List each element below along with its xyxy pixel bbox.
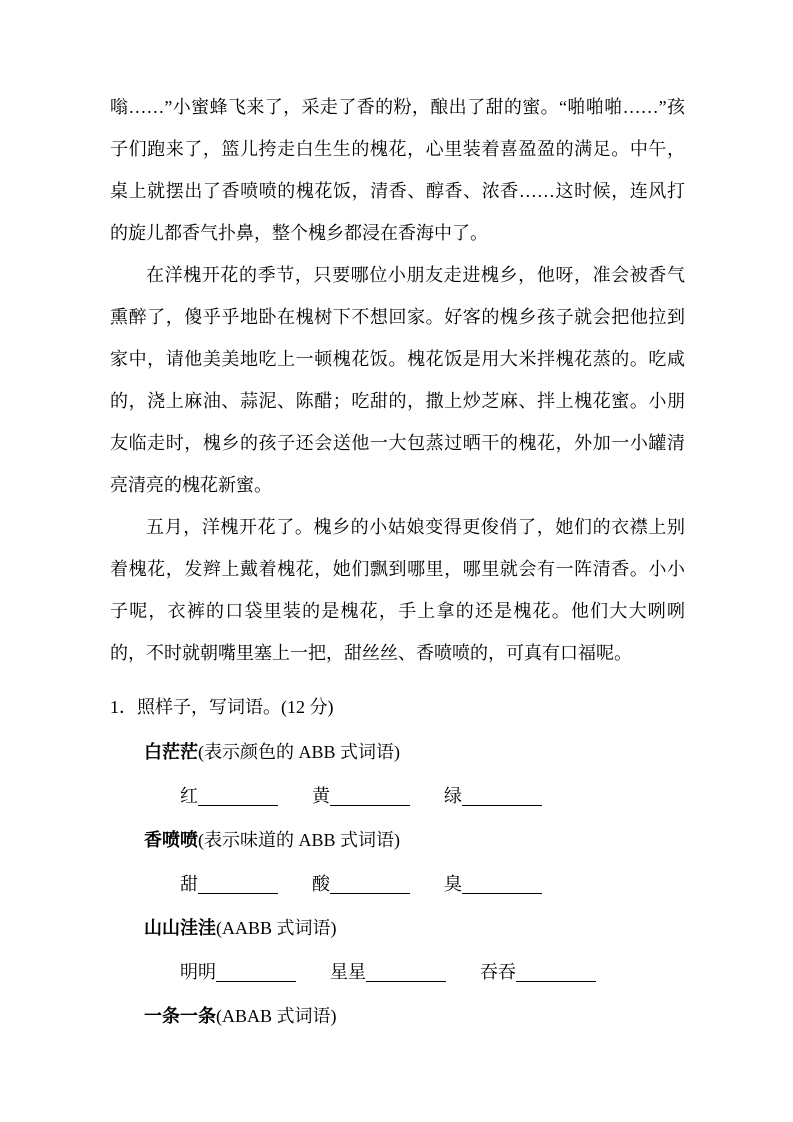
answer-blank	[198, 805, 278, 806]
answer-blank	[330, 893, 410, 894]
word-prompt	[180, 962, 296, 982]
answer-blank	[330, 805, 410, 806]
answer-blank	[462, 805, 542, 806]
answer-blank	[366, 981, 446, 982]
prompt-label: 星星	[330, 962, 366, 982]
prompt-label: 黄	[312, 786, 330, 806]
word-prompt	[444, 786, 542, 806]
answer-blank	[198, 893, 278, 894]
paragraph-2: 在洋槐开花的季节，只要哪位小朋友走进槐乡，他呀，准会被香气熏醉了，傻乎乎地卧在槐树下不想回家。好客的槐乡孩子就会把他拉到家中，请他美美地吃上一顿槐花饭。槐花饭是用大米拌槐花蒸的。吃咸的，浇上麻油、蒜泥、陈醋；吃甜的，撒上炒芝麻、拌上槐花蜜。小朋友临走时，槐乡的孩子还会送他一大包蒸过晒干的槐花，外加一小罐清亮清亮的槐花新蜜。	[110, 265, 685, 495]
word-prompt	[330, 962, 446, 982]
paragraph-1: 嗡……”小蜜蜂飞来了，采走了香的粉，酿出了甜的蜜。“啪啪啪……”孩子们跑来了，篮儿挎走白生生的槐花，心里装着喜盈盈的满足。中午，桌上就摆出了香喷喷的槐花饭，清香、醇香、浓香……这时候，连风打的旋儿都香气扑鼻，整个槐乡都浸在香海中了。	[110, 97, 685, 243]
prompt-label: 红	[180, 786, 198, 806]
example-word: 一条一条	[144, 1006, 216, 1026]
word-prompt	[480, 962, 596, 982]
example-note: (表示味道的 ABB 式词语)	[198, 830, 400, 850]
word-prompt	[180, 874, 278, 894]
prompt-line-2	[180, 862, 685, 906]
word-prompt	[180, 786, 278, 806]
example-note: (表示颜色的 ABB 式词语)	[198, 742, 400, 762]
example-line-1	[144, 730, 685, 774]
example-note: (AABB 式词语)	[216, 918, 337, 938]
example-line-4	[144, 994, 685, 1038]
exercise-section	[110, 684, 685, 1038]
prompt-label: 明明	[180, 962, 216, 982]
example-word: 山山洼洼	[144, 918, 216, 938]
answer-blank	[462, 893, 542, 894]
prompt-label: 甜	[180, 874, 198, 894]
paragraph-3: 五月，洋槐开花了。槐乡的小姑娘变得更俊俏了，她们的衣襟上别着槐花，发辫上戴着槐花，她们飘到哪里，哪里就会有一阵清香。小小子呢，衣裤的口袋里装的是槐花，手上拿的还是槐花。他们大大咧咧的，不时就朝嘴里塞上一把，甜丝丝、香喷喷的，可真有口福呢。	[110, 517, 685, 663]
prompt-label: 绿	[444, 786, 462, 806]
example-line-3	[144, 906, 685, 950]
question-number: 1．	[110, 697, 137, 717]
question-text: 照样子，写词语。(12 分)	[137, 697, 334, 717]
prompt-line-1	[180, 774, 685, 818]
word-prompt	[444, 874, 542, 894]
answer-blank	[516, 981, 596, 982]
answer-blank	[216, 981, 296, 982]
word-prompt	[312, 874, 410, 894]
example-note: (ABAB 式词语)	[216, 1006, 337, 1026]
example-word: 白茫茫	[144, 742, 198, 762]
prompt-label: 吞吞	[480, 962, 516, 982]
example-word: 香喷喷	[144, 830, 198, 850]
word-prompt	[312, 786, 410, 806]
prompt-label: 酸	[312, 874, 330, 894]
prompt-label: 臭	[444, 874, 462, 894]
example-line-2	[144, 818, 685, 862]
prompt-line-3	[180, 950, 685, 994]
question-title	[110, 684, 685, 730]
